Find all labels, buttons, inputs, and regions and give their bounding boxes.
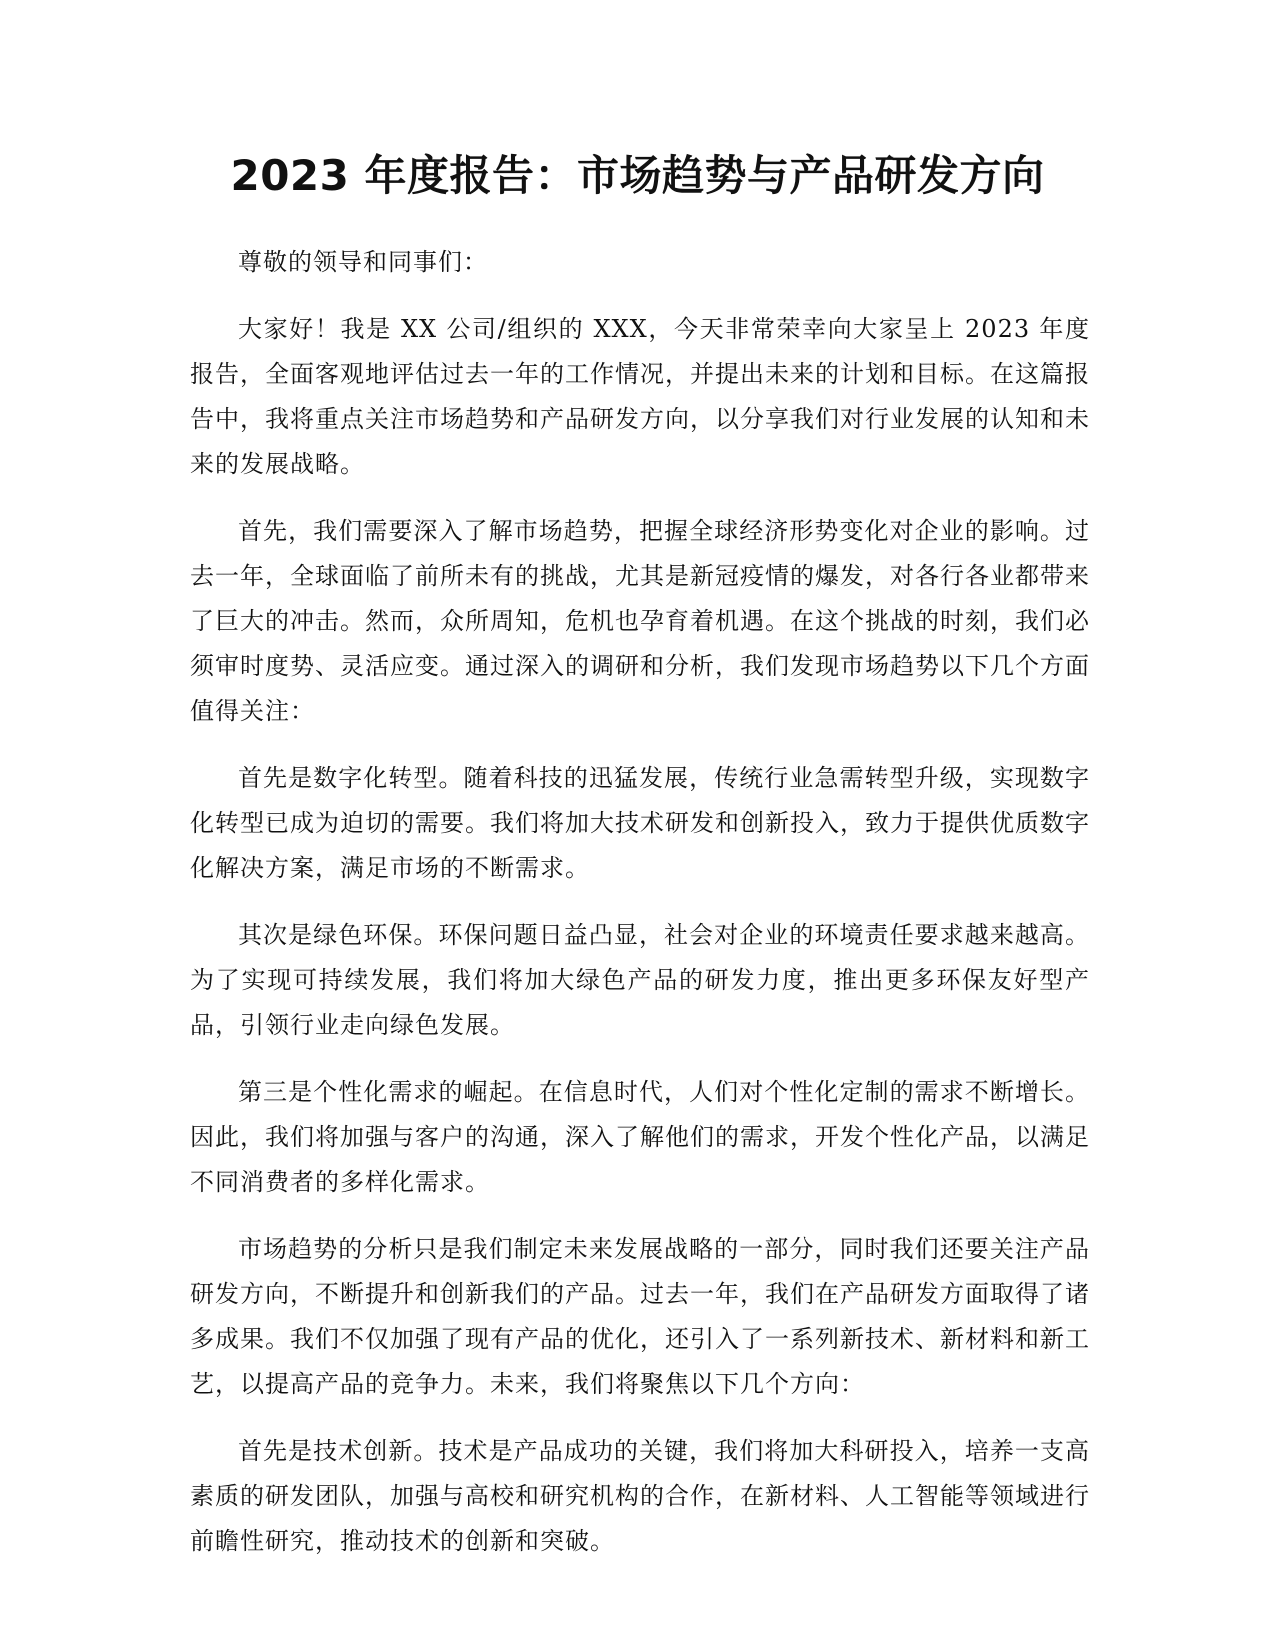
salutation-paragraph: 尊敬的领导和同事们： xyxy=(238,248,488,276)
product-rd-paragraph: 市场趋势的分析只是我们制定未来发展战略的一部分，同时我们还要关注产品研发方向，不断提升和创新我们的产品。过去一年，我们在产品研发方面取得了诸多成果。我们不仅加强了现有产品的优化，还引入了一系列新技术、新材料和新工艺，以提高产品的竞争力。未来，我们将聚焦以下几个方向： xyxy=(190,1235,1090,1398)
page-title: 2023 年度报告：市场趋势与产品研发方向 xyxy=(230,151,1045,200)
tech-innovation-paragraph: 首先是技术创新。技术是产品成功的关键，我们将加大科研投入，培养一支高素质的研发团队，加强与高校和研究机构的合作，在新材料、人工智能等领域进行前瞻性研究，推动技术的创新和突破。 xyxy=(190,1437,1090,1555)
personalization-paragraph: 第三是个性化需求的崛起。在信息时代，人们对个性化定制的需求不断增长。因此，我们将加强与客户的沟通，深入了解他们的需求，开发个性化产品，以满足不同消费者的多样化需求。 xyxy=(190,1078,1090,1196)
digital-transformation-paragraph: 首先是数字化转型。随着科技的迅猛发展，传统行业急需转型升级，实现数字化转型已成为迫切的需要。我们将加大技术研发和创新投入，致力于提供优质数字化解决方案，满足市场的不断需求。 xyxy=(190,764,1090,882)
intro-paragraph: 大家好！我是 XX 公司/组织的 XXX，今天非常荣幸向大家呈上 2023 年度报告，全面客观地评估过去一年的工作情况，并提出未来的计划和目标。在这篇报告中，我将重点关注市场趋势和产品研发方向，以分享我们对行业发展的认知和未来的发展战略。 xyxy=(190,315,1090,478)
market-trend-paragraph: 首先，我们需要深入了解市场趋势，把握全球经济形势变化对企业的影响。过去一年，全球面临了前所未有的挑战，尤其是新冠疫情的爆发，对各行各业都带来了巨大的冲击。然而，众所周知，危机也孕育着机遇。在这个挑战的时刻，我们必须审时度势、灵活应变。通过深入的调研和分析，我们发现市场趋势以下几个方面值得关注： xyxy=(190,517,1090,725)
document-body xyxy=(190,240,1090,1586)
green-environment-paragraph: 其次是绿色环保。环保问题日益凸显，社会对企业的环境责任要求越来越高。为了实现可持续发展，我们将加大绿色产品的研发力度，推出更多环保友好型产品，引领行业走向绿色发展。 xyxy=(190,921,1090,1039)
